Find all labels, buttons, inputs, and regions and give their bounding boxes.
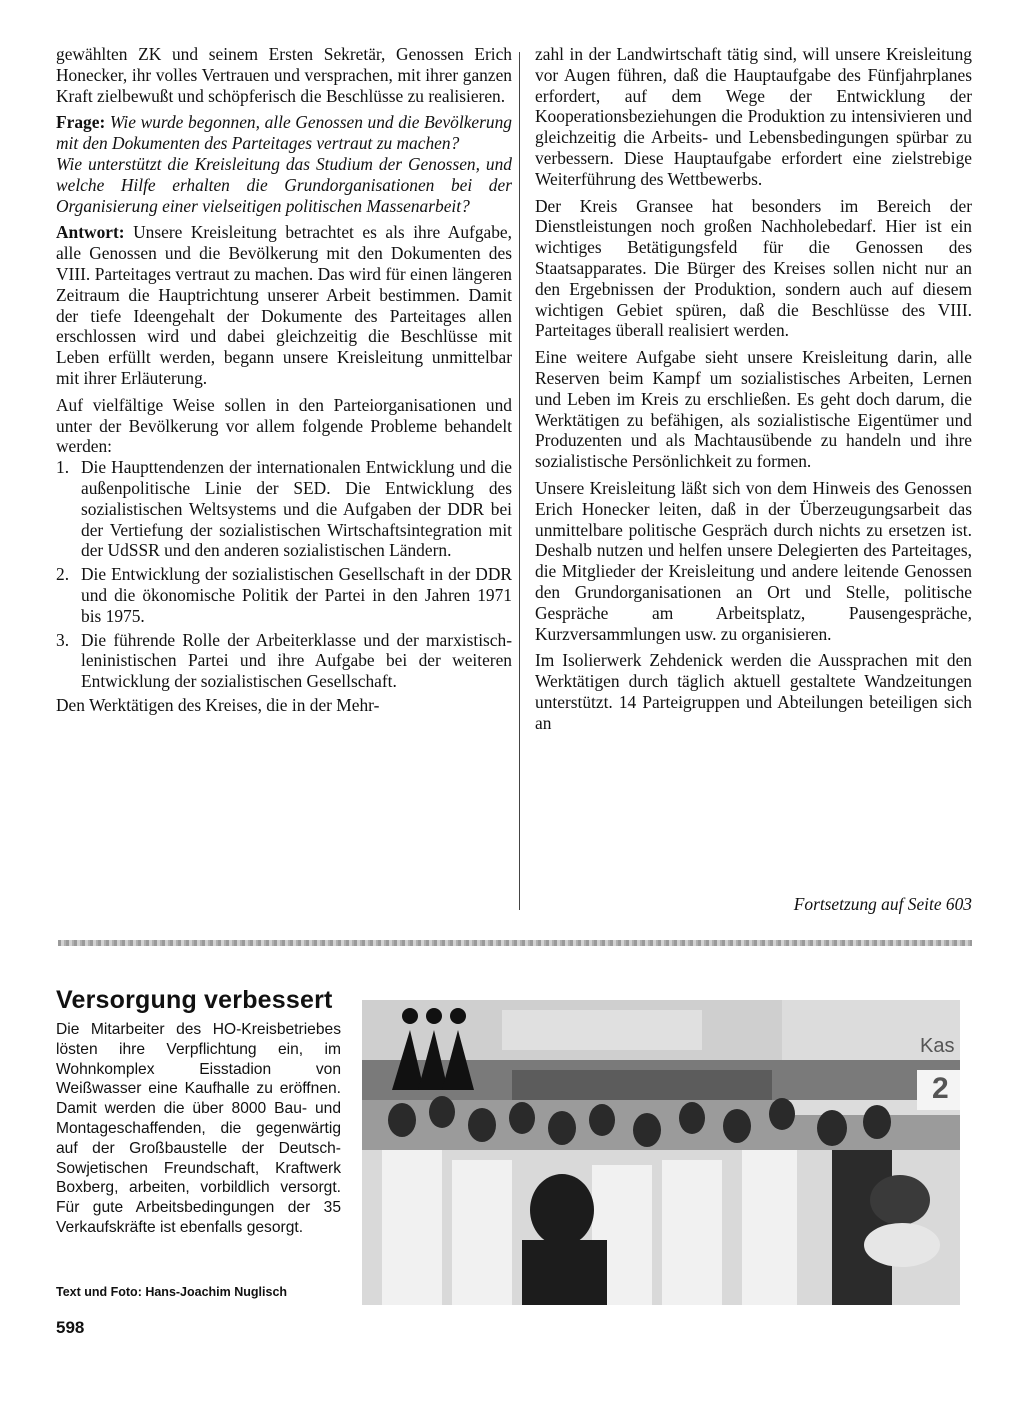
answer-paragraph [56,222,512,388]
paragraph: Der Kreis Gransee hat besonders im Bereich der Dienstleistungen noch großen Nachholebedarf. Hier ist ein wichtiges Betätigungsfeld für die Genossen des Staatsapparates. Die Bürger des Kreises sollen nicht nur an den Ergebnissen der Produktion, sondern auch auf diesem wichtigen Gebiet spüren, daß die Beschlüsse des VIII. Parteitages überall realisiert werden. [535,195,972,341]
question-paragraph [56,112,512,154]
paragraph: Eine weitere Aufgabe sieht unsere Kreisleitung darin, alle Reserven beim Kampf um sozialistisches Arbeiten, Lernen und Leben im Kreis zu erschließen. Es geht doch darum, die Werktätigen zu befähigen, als sozialistische Eigentümer und Produzenten und als Machtausübende zu handeln und ihre sozialistische Persönlichkeit zu formen. [535,347,972,472]
section-divider [58,940,972,946]
continuation-note: Fortsetzung auf Seite 603 [793,894,972,914]
paragraph: Unsere Kreisleitung läßt sich von dem Hinweis des Genossen Erich Honecker leiten, daß in der Überzeugungsarbeit das unmittelbare politische Gespräch durch nichts zu ersetzen ist. Deshalb nutzen und helfen unsere Delegierten des Parteitages, die Mitglieder der Kreisleitung und andere leitende Genossen den Grundorganisationen an Ort und Stelle, politische Gespräche am Arbeitsplatz, Pausengespräche, Kurzversammlungen usw. zu organisieren. [535,477,972,644]
news-photo [362,1000,960,1305]
problem-text: Die Haupttendenzen der internationalen Entwicklung und die außenpolitische Linie der SED. Die Entwicklung des sozialistischen Weltsystems und die Aufgaben der DDR bei der Vertiefung der sozialistischen Wirtschaftsintegration mit der UdSSR und den anderen sozialistischen Ländern. [81,457,512,561]
question-text-2: Wie unterstützt die Kreisleitung das Studium der Genossen, und welche Hilfe erhalten die Grundorganisationen bei der Organisierung einer vielseitigen politischen Massenarbeit? [56,153,512,216]
photo-sign-text: Kas [920,1035,955,1057]
question-text-1: Wie wurde begonnen, alle Genossen und die Bevölkerung mit den Dokumenten des Parteitages vertraut zu machen? [56,112,512,154]
column-divider [519,52,520,910]
photo-sign-number: 2 [932,1072,949,1105]
article-right-column [535,44,972,740]
problems-list [56,457,512,692]
page-number: 598 [56,1318,85,1337]
question-label: Frage: [56,112,106,133]
problem-item [56,457,512,561]
problem-number: 3. [56,629,70,650]
problem-text: Die führende Rolle der Arbeiterklasse und der marxistisch-leninistischen Partei und ihre Aufgabe bei der weiteren Entwicklung der sozialistischen Gesellschaft. [81,629,512,692]
answer-label: Antwort: [56,222,125,243]
problems-intro: Auf vielfältige Weise sollen in den Parteiorganisationen und unter der Bevölkerung vor allem folgende Probleme behandelt werden: [56,394,512,457]
news-box-title: Versorgung verbessert [56,986,333,1014]
problem-item [56,630,512,692]
problem-text: Die Entwicklung der sozialistischen Gesellschaft in der DDR und die ökonomische Politik der Partei in den Jahren 1971 bis 1975. [81,564,512,626]
problem-number: 2. [56,564,70,585]
problem-number: 1. [56,457,70,478]
paragraph: Im Isolierwerk Zehdenick werden die Aussprachen mit den Werktätigen durch täglich aktuell gestaltete Wandzeitungen unterstützt. 14 Parteigruppen und Abteilungen beteiligen sich an [535,650,972,733]
paragraph: zahl in der Landwirtschaft tätig sind, will unsere Kreisleitung vor Augen führen, daß die Hauptaufgabe des Fünfjahrplanes erfordert, auf dem Wege der Entwicklung der Kooperationsbeziehungen die Produktion zu intensivieren und gleichzeitig die Arbeits- und Lebensbedingungen spürbar zu verbessern. Diese Hauptaufgabe erfordert eine zielstrebige Weiterführung des Wettbewerbs. [535,44,972,189]
problem-item [56,564,512,626]
photo-credit: Text und Foto: Hans-Joachim Nuglisch [56,1285,288,1299]
closing-paragraph: Den Werktätigen des Kreises, die in der Mehr- [56,694,380,715]
answer-text: Unsere Kreisleitung betrachtet es als ihre Aufgabe, alle Genossen und die Bevölkerung mit den Dokumenten des VIII. Parteitages vertraut zu machen. Das wird für einen längeren Zeitraum die Hauptrichtung unserer Arbeit bestimmen. Damit der tiefe Ideengehalt der Dokumente des Parteitages allen erschlossen wird und dabei gleichzeitig die Beschlüsse mit Leben erfüllt werden, begann unsere Kreisleitung unmittelbar mit ihrer Erläuterung. [56,222,512,388]
intro-paragraph: gewählten ZK und seinem Ersten Sekretär, Genossen Erich Honecker, ihr volles Vertrauen und versprachen, mit ihrer ganzen Kraft zielbewußt und schöpferisch die Beschlüsse zu realisieren. [56,44,512,106]
news-box-text: Die Mitarbeiter des HO-Kreisbetriebes lösten ihre Verpflichtung ein, im Wohnkomplex Eisstadion von Weißwasser eine Kaufhalle zu eröffnen. Damit werden die über 8000 Bau- und Montageschaffenden, die gegenwärtig auf der Großbaustelle der Deutsch-Sowjetischen Freundschaft, Kraftwerk Boxberg, arbeiten, vorbildlich versorgt. Für gute Arbeitsbedingungen der 35 Verkaufskräfte ist ebenfalls gesorgt. [56,1021,341,1236]
article-left-column [56,44,512,722]
